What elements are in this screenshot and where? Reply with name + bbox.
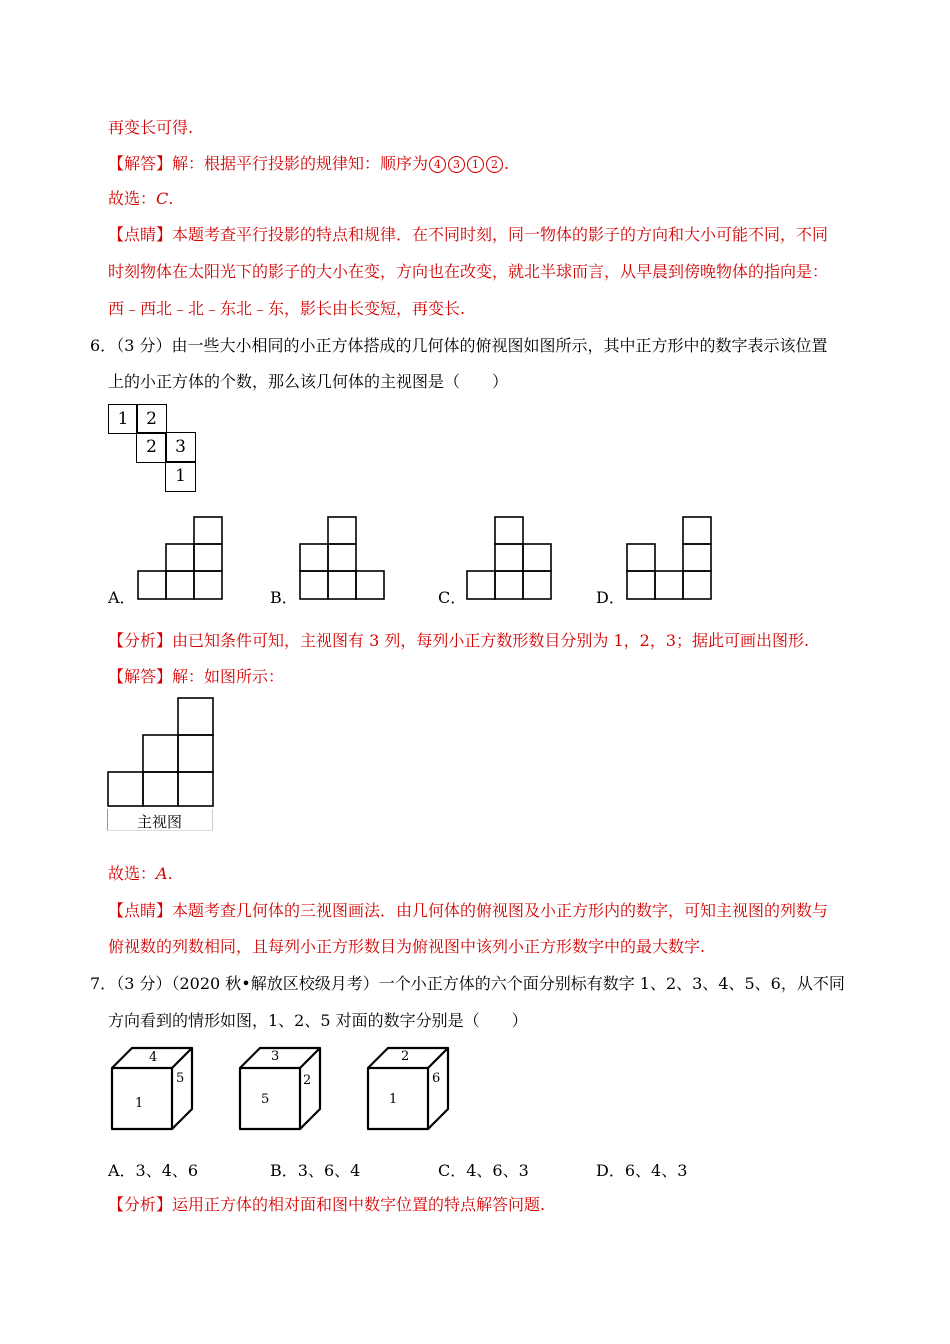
choose-prefix: 故选： (108, 864, 157, 883)
circled-number: 4 (429, 156, 446, 173)
q5-comment-l2: 时刻物体在太阳光下的影子的大小在变，方向也在改变，就北半球而言，从早晨到傍晚物体的指向是： (108, 262, 829, 281)
cube-side-number: 5 (176, 1071, 185, 1086)
q6-analysis (108, 631, 809, 651)
q6-choose (108, 864, 173, 884)
cube-top-number: 4 (149, 1050, 158, 1065)
choose-prefix: 故选： (108, 189, 157, 208)
q6-option-b-label: B． (270, 588, 298, 607)
q7-cube-1 (110, 1046, 196, 1132)
choose-end: . (168, 189, 174, 208)
q7-cube-2 (238, 1046, 324, 1132)
top-view-cell: 1 (165, 461, 196, 492)
top-view-cell: 2 (136, 404, 167, 434)
q7-option-d: D．6、4、3 (596, 1161, 688, 1180)
answer-text: 解：根据平行投影的规律知：顺序为 (172, 154, 429, 173)
analysis-label: 【分析】 (108, 1195, 173, 1214)
q7-cube-3 (366, 1046, 452, 1132)
q7-stem-l1 (90, 974, 845, 994)
choose-value: A (156, 864, 168, 883)
choose-value: C (156, 189, 169, 208)
analysis-text: 由已知条件可知，主视图有 3 列，每列小正方数形数目分别为 1，2，3；据此可画出图形. (172, 631, 810, 650)
q7-stem-l2: 方向看到的情形如图，1、2、5 对面的数字分别是（ ） (108, 1011, 528, 1030)
circled-number: 2 (486, 156, 503, 173)
cube-side-number: 2 (303, 1073, 312, 1088)
cube-front-number: 5 (261, 1092, 270, 1107)
q6-comment-l1 (108, 901, 828, 921)
top-view-cell: 1 (108, 404, 138, 434)
circled-number: 3 (448, 156, 465, 173)
q5-comment-l1 (108, 225, 828, 245)
circled-number: 1 (467, 156, 484, 173)
top-view-cell: 3 (165, 432, 196, 463)
answer-label: 【解答】 (108, 154, 173, 173)
q6-option-d-figure (625, 515, 713, 601)
question-stem: （3 分）由一些大小相同的小正方体搭成的几何体的俯视图如图所示，其中正方形中的数字表示该位置 (116, 336, 828, 355)
cube-top-number: 3 (271, 1049, 280, 1064)
q6-option-c-label: C． (438, 588, 467, 607)
comment-label: 【点睛】 (108, 225, 173, 244)
q6-option-b-figure (298, 515, 386, 601)
figure-caption: 主视图 (137, 813, 183, 831)
q7-option-b: B．3、6、4 (270, 1161, 361, 1180)
cube-front-number: 1 (135, 1096, 144, 1111)
q7-option-a: A．3、4、6 (108, 1161, 199, 1180)
q6-stem-l2: 上的小正方体的个数，那么该几何体的主视图是（ ） (108, 372, 509, 391)
comment-label: 【点睛】 (108, 901, 173, 920)
question-number: 7． (90, 974, 117, 993)
comment-text: 本题考查平行投影的特点和规律．在不同时刻，同一物体的影子的方向和大小可能不同，不同 (172, 225, 829, 244)
question-stem: （3 分）（2020 秋•解放区校级月考）一个小正方体的六个面分别标有数字 1、2、3、4、5、6，从不同 (116, 974, 845, 993)
q6-option-a-figure (136, 515, 224, 601)
answer-label: 【解答】 (108, 667, 173, 686)
answer-text: 解：如图所示： (172, 667, 285, 686)
answer-end: . (504, 154, 510, 173)
comment-text: 本题考查几何体的三视图画法．由几何体的俯视图及小正方形内的数字，可知主视图的列数与 (172, 901, 829, 920)
q6-option-c-figure (465, 515, 553, 601)
q6-option-a-label: A． (108, 588, 136, 607)
cube-side-number: 6 (432, 1071, 441, 1086)
q6-top-view (108, 404, 198, 492)
analysis-label: 【分析】 (108, 631, 173, 650)
question-number: 6． (90, 336, 117, 355)
q5-solution-line-prev: 再变长可得. (108, 118, 194, 137)
q6-option-d-label: D． (596, 588, 625, 607)
q5-comment-l3: 西﹣西北﹣北﹣东北﹣东，影长由长变短，再变长. (108, 299, 466, 318)
top-view-cell: 2 (136, 432, 167, 463)
main-view-drawing (107, 697, 215, 809)
analysis-text: 运用正方体的相对面和图中数字位置的特点解答问题. (172, 1195, 546, 1214)
q6-solution-figure (107, 697, 215, 833)
q7-analysis (108, 1195, 545, 1215)
q7-option-c: C．4、6、3 (438, 1161, 529, 1180)
choose-end: . (167, 864, 173, 883)
q5-answer (108, 154, 509, 174)
cube-drawing (238, 1046, 324, 1132)
q6-stem-l1 (90, 336, 827, 356)
cube-front-number: 1 (389, 1092, 398, 1107)
q6-answer (108, 667, 284, 687)
cube-top-number: 2 (401, 1049, 410, 1064)
q6-comment-l2: 俯视数的列数相同，且每列小正方形数目为俯视图中该列小正方形数字中的最大数字. (108, 937, 706, 956)
q5-choose (108, 189, 173, 209)
